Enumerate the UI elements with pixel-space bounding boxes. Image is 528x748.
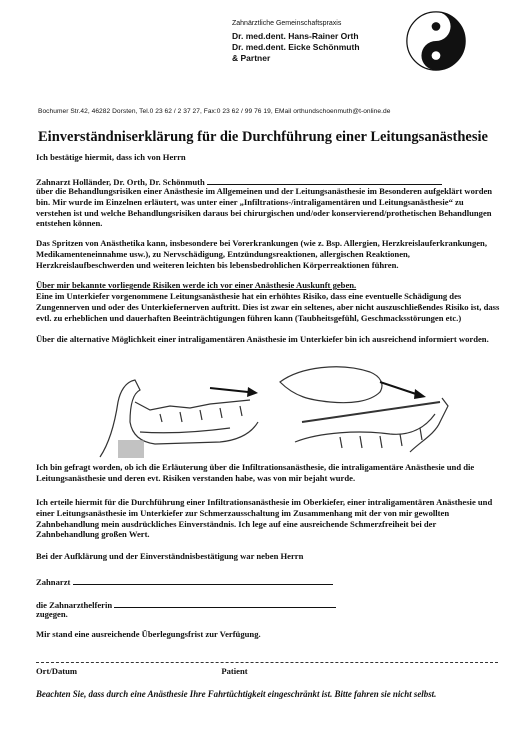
letterhead	[232, 18, 402, 64]
arrow-head-right-icon	[414, 389, 426, 399]
right-jaw-drawing	[280, 367, 448, 452]
name-blank-line[interactable]	[207, 175, 442, 185]
address-line: Bochumer Str.42, 46282 Dorsten, Tel.0 23 62 / 2 37 27, Fax:0 23 62 / 99 76 19, EMail orthundschoenmuth@t-online.de	[38, 108, 391, 115]
dentist-blank-line[interactable]	[73, 575, 333, 585]
driving-warning: Beachten Sie, dass durch eine Anästhesie Ihre Fahrtüchtigkeit eingeschränkt ist. Bitte fahren sie nicht selbst.	[36, 689, 437, 699]
assistant-field-label: die Zahnarzthelferin	[36, 600, 113, 610]
paragraph-6: Ich erteile hiermit für die Durchführung einer Infiltrationsanästhesie im Oberkiefer, einer intraligamentären Anästhesie und einer Leitungsanästhesie im Unterkiefer zur Schmerzausschaltung im Zusammenhang mit der von mir gewollten Zahnbehandlung mein ausdrückliches Einverständnis. Ich lege auf eine ausreichende Schmerzfreiheit bei der Zahnbehandlung großen Wert.	[36, 497, 493, 540]
present-word: zugegen.	[36, 609, 68, 619]
place-date-label: Ort/Datum	[36, 666, 78, 676]
risks-heading: Über mir bekannte vorliegende Risiken werde ich vor einer Anästhesie Auskunft geben.	[36, 280, 357, 290]
document-title: Einverständniserklärung für die Durchführung einer Leitungsanästhesie	[38, 129, 488, 145]
shaded-area	[118, 440, 144, 458]
paragraph-4: Über die alternative Möglichkeit einer intraligamentären Anästhesie im Unterkiefer bin ich ausreichend informiert worden.	[36, 334, 489, 344]
reflection-text: Mir stand eine ausreichende Überlegungsfrist zur Verfügung.	[36, 629, 261, 639]
doctor-orth: Dr. med.dent. Hans-Rainer Orth	[232, 31, 359, 41]
signature-labels	[36, 666, 500, 677]
paragraph-2: Das Spritzen von Anästhetika kann, insbesondere bei Vorerkrankungen (wie z. Bsp. Allergien, Herzkreislauferkrankungen, Medikamenteneinnahme usw.), zu Nervschädigung, Entzündungsreaktionen, allergischen Reaktionen, Herzkreislaufbeschwerden und weiteren leichten bis lebensbedrohlichen Körperreaktionen führen.	[36, 238, 487, 270]
dentist-field-label: Zahnarzt	[36, 577, 71, 587]
arrow-head-left-icon	[247, 387, 258, 397]
jaw-illustration	[40, 362, 480, 462]
intro-text: Ich bestätige hiermit, dass ich von Herrn	[36, 152, 186, 162]
paragraph-3: Eine im Unterkiefer vorgenommene Leitungsanästhesie hat ein erhöhtes Risiko, dass eine eventuelle Schädigung des Zungennerven und oder des Unterkiefernerven auftritt. Dies ist zwar ein seltenes, aber nicht auszuschließendes Risiko ist, dass evtl. zu erheblichen und dauerhaften Beeinträchtigungen führen kann (Taubheitsgefühl, Geschmacksstörungen etc.)	[36, 291, 500, 323]
yin-yang-logo-icon	[405, 10, 467, 72]
arrow-line-left	[210, 388, 248, 392]
dentists-names: Zahnarzt Holländer, Dr. Orth, Dr. Schönmuth	[36, 177, 205, 187]
arrow-line-right	[380, 382, 416, 394]
doctor-schoenmuth: Dr. med.dent. Eicke Schönmuth	[232, 42, 360, 52]
signature-line[interactable]	[36, 662, 498, 663]
practice-line: Zahnärztliche Gemeinschaftspraxis	[232, 20, 342, 27]
partner-line: & Partner	[232, 53, 271, 63]
presence-text: Bei der Aufklärung und der Einverständnisbestätigung war neben Herrn	[36, 551, 304, 561]
paragraph-1: über die Behandlungsrisiken einer Anästhesie im Allgemeinen und der Leitungsanästhesie im Besonderen aufgeklärt worden bin. Mir wurde im Einzelnen erläutert, was unter einer „Infiltrations-/intraligamentären und Leitungsanästhesie“ zu verstehen ist und welche Behandlungsrisiken daraus bei chirurgischen und/oder konservierend/prothetischen Behandlungen entstehen können.	[36, 186, 493, 229]
patient-label: Patient	[221, 666, 248, 676]
paragraph-5: Ich bin gefragt worden, ob ich die Erläuterung über die Infiltrationsanästhesie, die intraligamentäre Anästhesie und die Leitungsanästhesie und deren evt. Risiken verstanden habe, was von mir bejaht wurde.	[36, 462, 475, 483]
assistant-blank-line[interactable]	[114, 598, 336, 608]
dentist-field	[36, 575, 500, 588]
